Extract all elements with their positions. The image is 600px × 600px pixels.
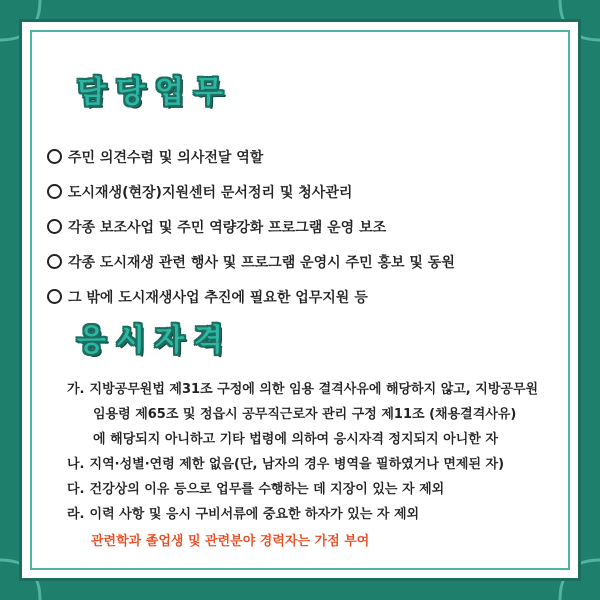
duties-heading: 담당업무 <box>77 75 233 110</box>
item-marker: 가. <box>67 382 85 397</box>
circle-bullet-icon <box>47 219 62 234</box>
circle-bullet-icon <box>47 184 62 199</box>
list-item <box>67 380 587 449</box>
list-item <box>47 174 557 209</box>
qualifications-heading: 응시자격 <box>77 323 233 358</box>
list-item <box>47 209 557 244</box>
qual-text: 건강상의 이유 등으로 업무를 수행하는 데 지장이 있는 자 제외 <box>89 482 445 497</box>
duties-list <box>47 139 557 314</box>
list-item <box>47 139 557 174</box>
list-item <box>47 279 557 314</box>
qual-text: 지역·성별·연령 제한 없음(단, 남자의 경우 병역을 필하였거나 면제된 자) <box>89 457 505 472</box>
circle-bullet-icon <box>47 289 62 304</box>
list-item <box>67 455 587 474</box>
item-marker: 나. <box>67 457 85 472</box>
list-item <box>67 505 587 524</box>
qual-text-continued: 에 해당되지 아니하고 기타 법령에 의하여 응시자격 정지되지 아니한 자 <box>93 432 498 447</box>
duty-text: 각종 도시재생 관련 행사 및 프로그램 운영시 주민 홍보 및 동원 <box>68 254 455 271</box>
qual-text: 이력 사항 및 응시 구비서류에 중요한 하자가 있는 자 제외 <box>89 507 420 522</box>
duty-text: 각종 보조사업 및 주민 역량강화 프로그램 운영 보조 <box>68 219 387 236</box>
duty-text: 주민 의견수렴 및 의사전달 역할 <box>68 149 264 166</box>
qual-text: 지방공무원법 제31조 구정에 의한 임용 결격사유에 해당하지 않고, 지방공무원 <box>89 382 539 397</box>
list-item <box>47 244 557 279</box>
item-marker: 라. <box>67 507 85 522</box>
item-marker: 다. <box>67 482 85 497</box>
bonus-note: 관련학과 졸업생 및 관련분야 경력자는 가점 부여 <box>91 534 370 549</box>
list-item <box>67 480 587 499</box>
duty-text: 도시재생(현장)지원센터 문서정리 및 청사관리 <box>68 184 353 201</box>
qual-text-continued: 임용령 제65조 및 정읍시 공무직근로자 관리 구정 제11조 (채용결격사유) <box>93 407 517 422</box>
circle-bullet-icon <box>47 254 62 269</box>
qualifications-list <box>67 380 587 549</box>
circle-bullet-icon <box>47 149 62 164</box>
content-card <box>22 22 578 578</box>
duty-text: 그 밖에 도시재생사업 추진에 필요한 업무지원 등 <box>68 289 368 306</box>
